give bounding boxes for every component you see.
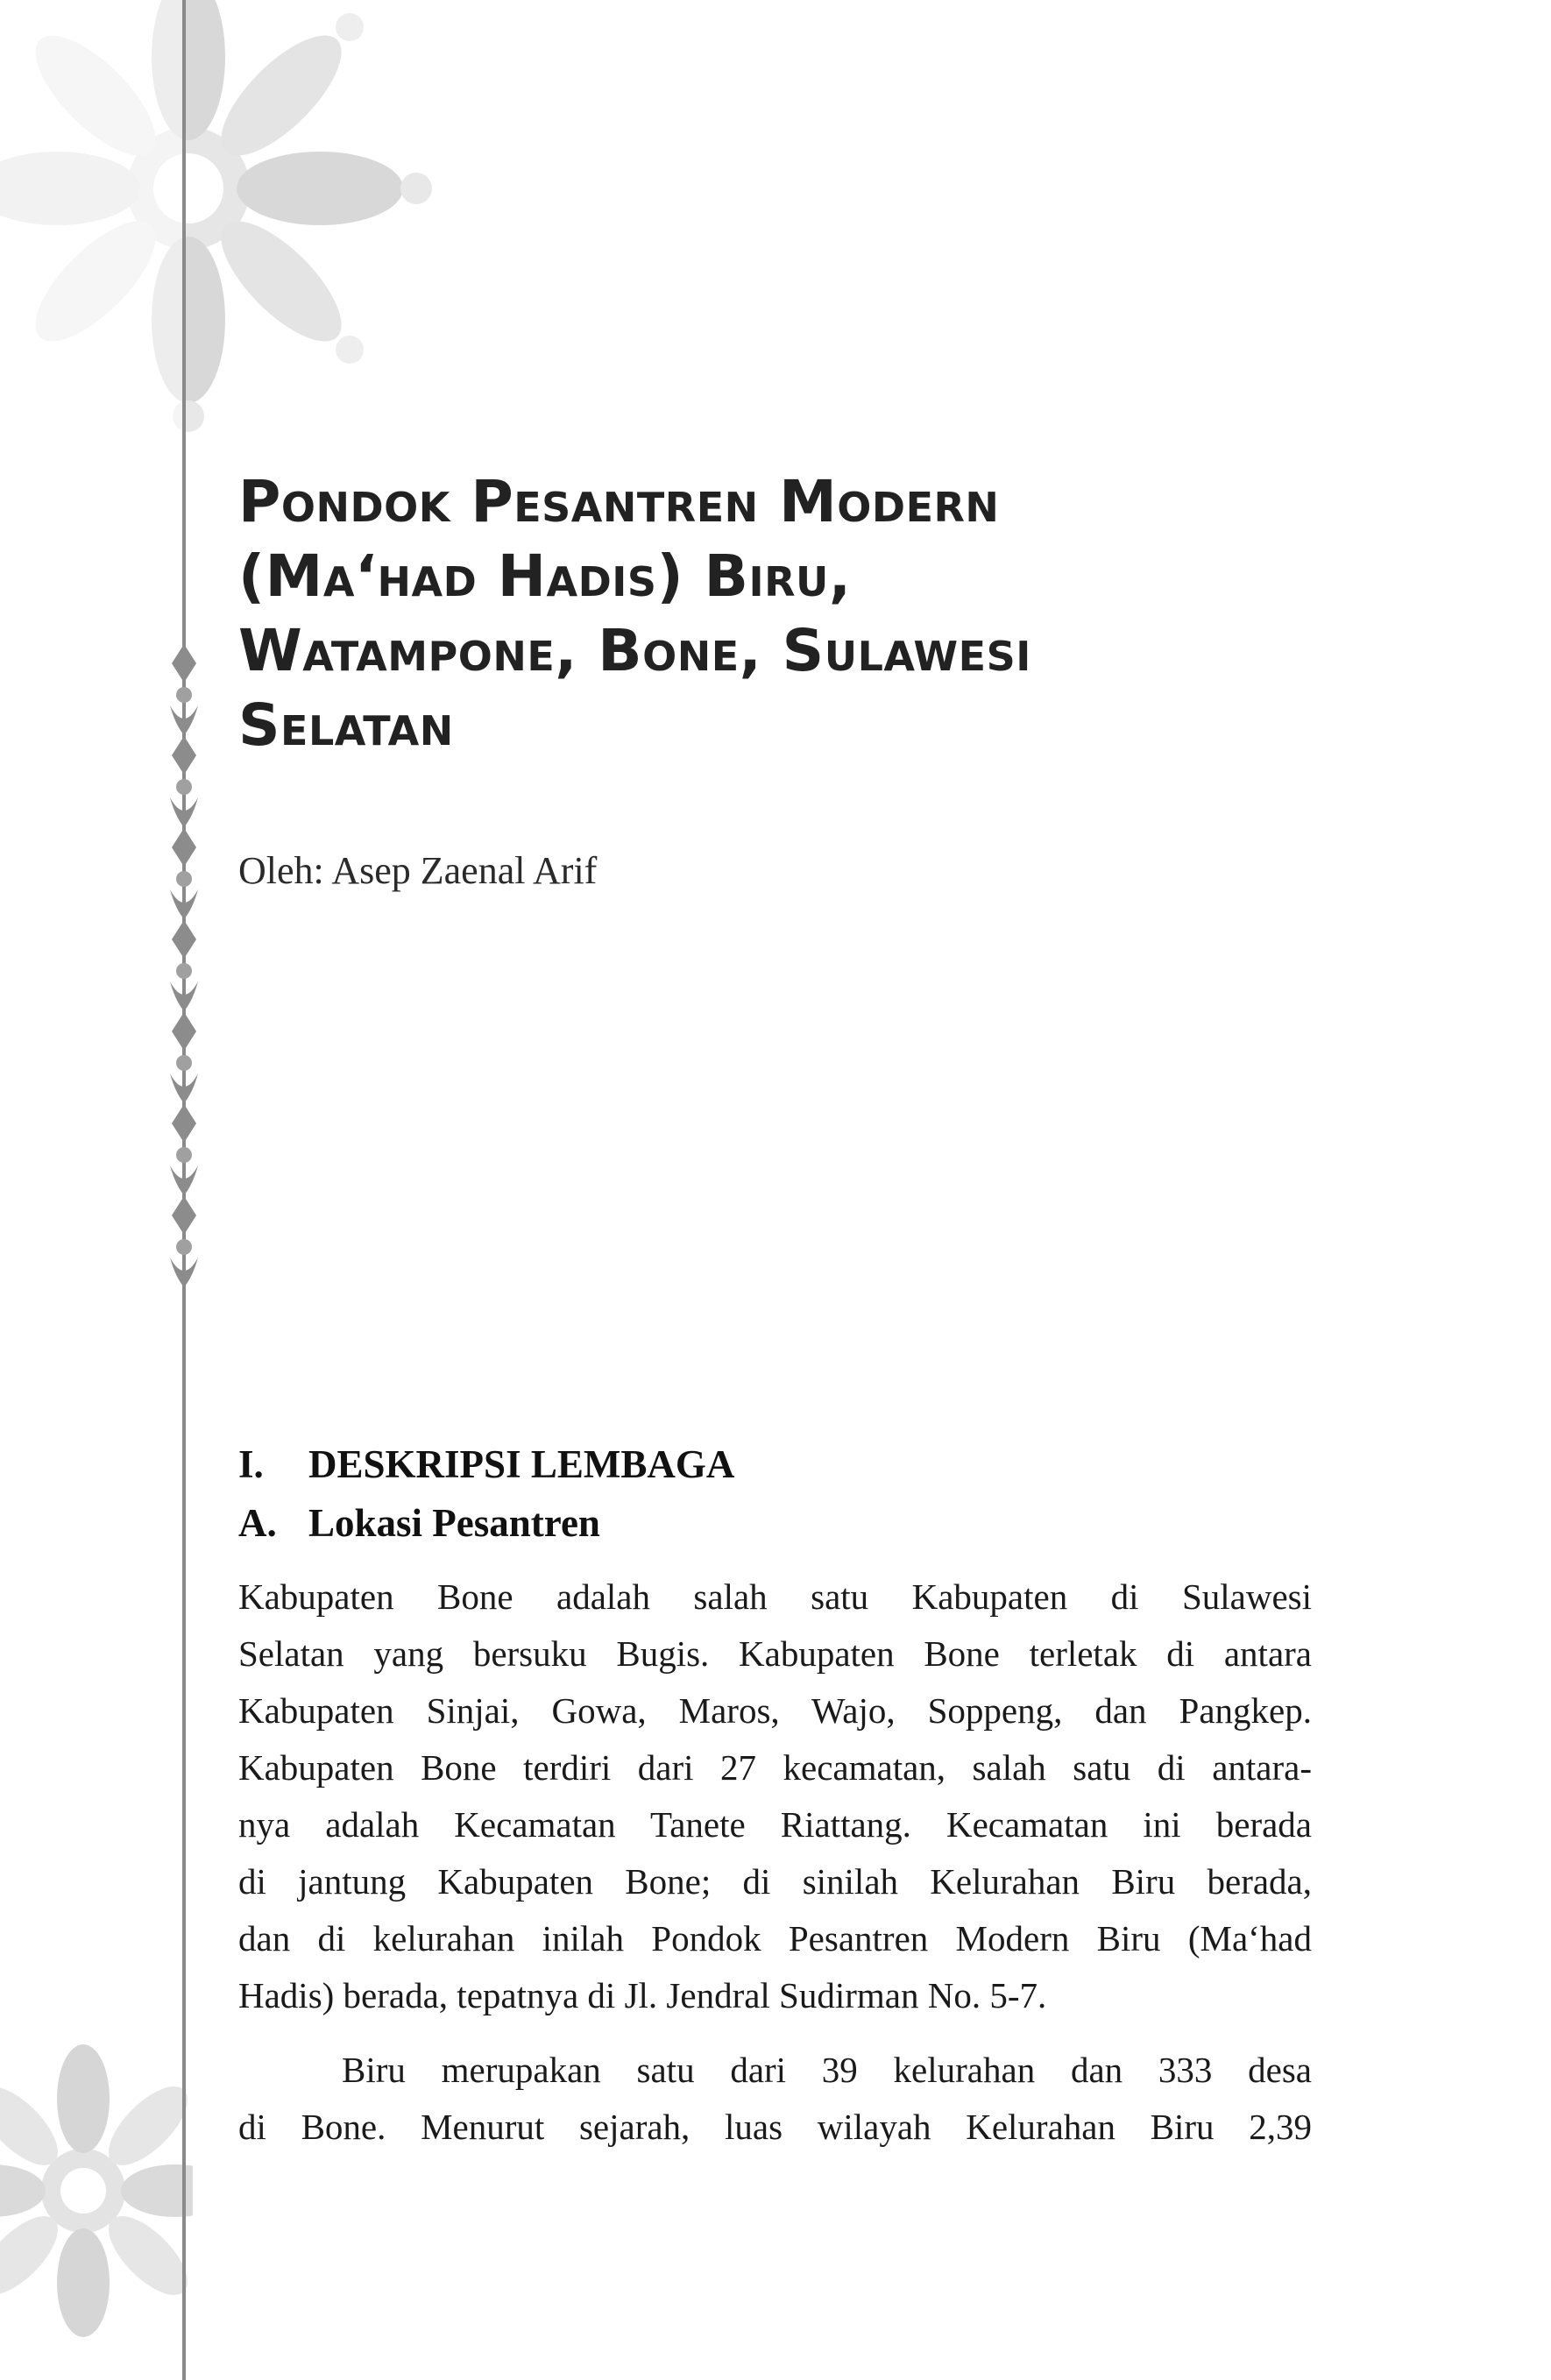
title-line: (Ma‘had Hadis) Biru,	[238, 542, 852, 610]
section-heading	[238, 1441, 734, 1487]
paragraph-line: nya adalah Kecamatan Tanete Riattang. Kecamatan ini berada	[238, 1804, 1312, 1845]
paragraph-line: Hadis) berada, tepatnya di Jl. Jendral Sudirman No. 5-7.	[238, 1975, 1047, 2015]
section-number: I.	[238, 1442, 264, 1486]
floral-ornament-bottom-icon	[0, 2042, 193, 2380]
paragraph-line: dan di kelurahan inilah Pondok Pesantren Modern Biru (Ma‘had	[238, 1918, 1312, 1959]
chapter-title	[238, 464, 1246, 762]
ornamental-border-strip-icon	[158, 644, 210, 1293]
title-line: Selatan	[238, 691, 454, 759]
paragraph-line: Biru merupakan satu dari 39 kelurahan dan 333 desa	[342, 2050, 1312, 2090]
paragraph-line: di jantung Kabupaten Bone; di sinilah Kelurahan Biru berada,	[238, 1861, 1312, 1902]
paragraph-line: di Bone. Menurut sejarah, luas wilayah Kelurahan Biru 2,39	[238, 2107, 1312, 2147]
title-line: Pondok Pesantren Modern	[238, 468, 1000, 535]
body-paragraph-2	[238, 2042, 1312, 2156]
floral-ornament-top-icon	[0, 0, 491, 491]
body-paragraph-1	[238, 1569, 1312, 2024]
subsection-heading-text: Lokasi Pesantren	[308, 1501, 600, 1545]
paragraph-line: Kabupaten Bone adalah salah satu Kabupaten di Sulawesi	[238, 1576, 1312, 1617]
paragraph-line: Kabupaten Bone terdiri dari 27 kecamatan, salah satu di antara-	[238, 1747, 1312, 1788]
section-heading-text: DESKRIPSI LEMBAGA	[308, 1442, 735, 1486]
subsection-number: A.	[238, 1501, 277, 1545]
title-line: Watampone, Bone, Sulawesi	[238, 617, 1031, 684]
author-byline: Oleh: Asep Zaenal Arif	[238, 849, 598, 892]
paragraph-line: Kabupaten Sinjai, Gowa, Maros, Wajo, Soppeng, dan Pangkep.	[238, 1690, 1312, 1731]
paragraph-line: Selatan yang bersuku Bugis. Kabupaten Bone terletak di antara	[238, 1633, 1312, 1674]
subsection-heading	[238, 1500, 600, 1546]
